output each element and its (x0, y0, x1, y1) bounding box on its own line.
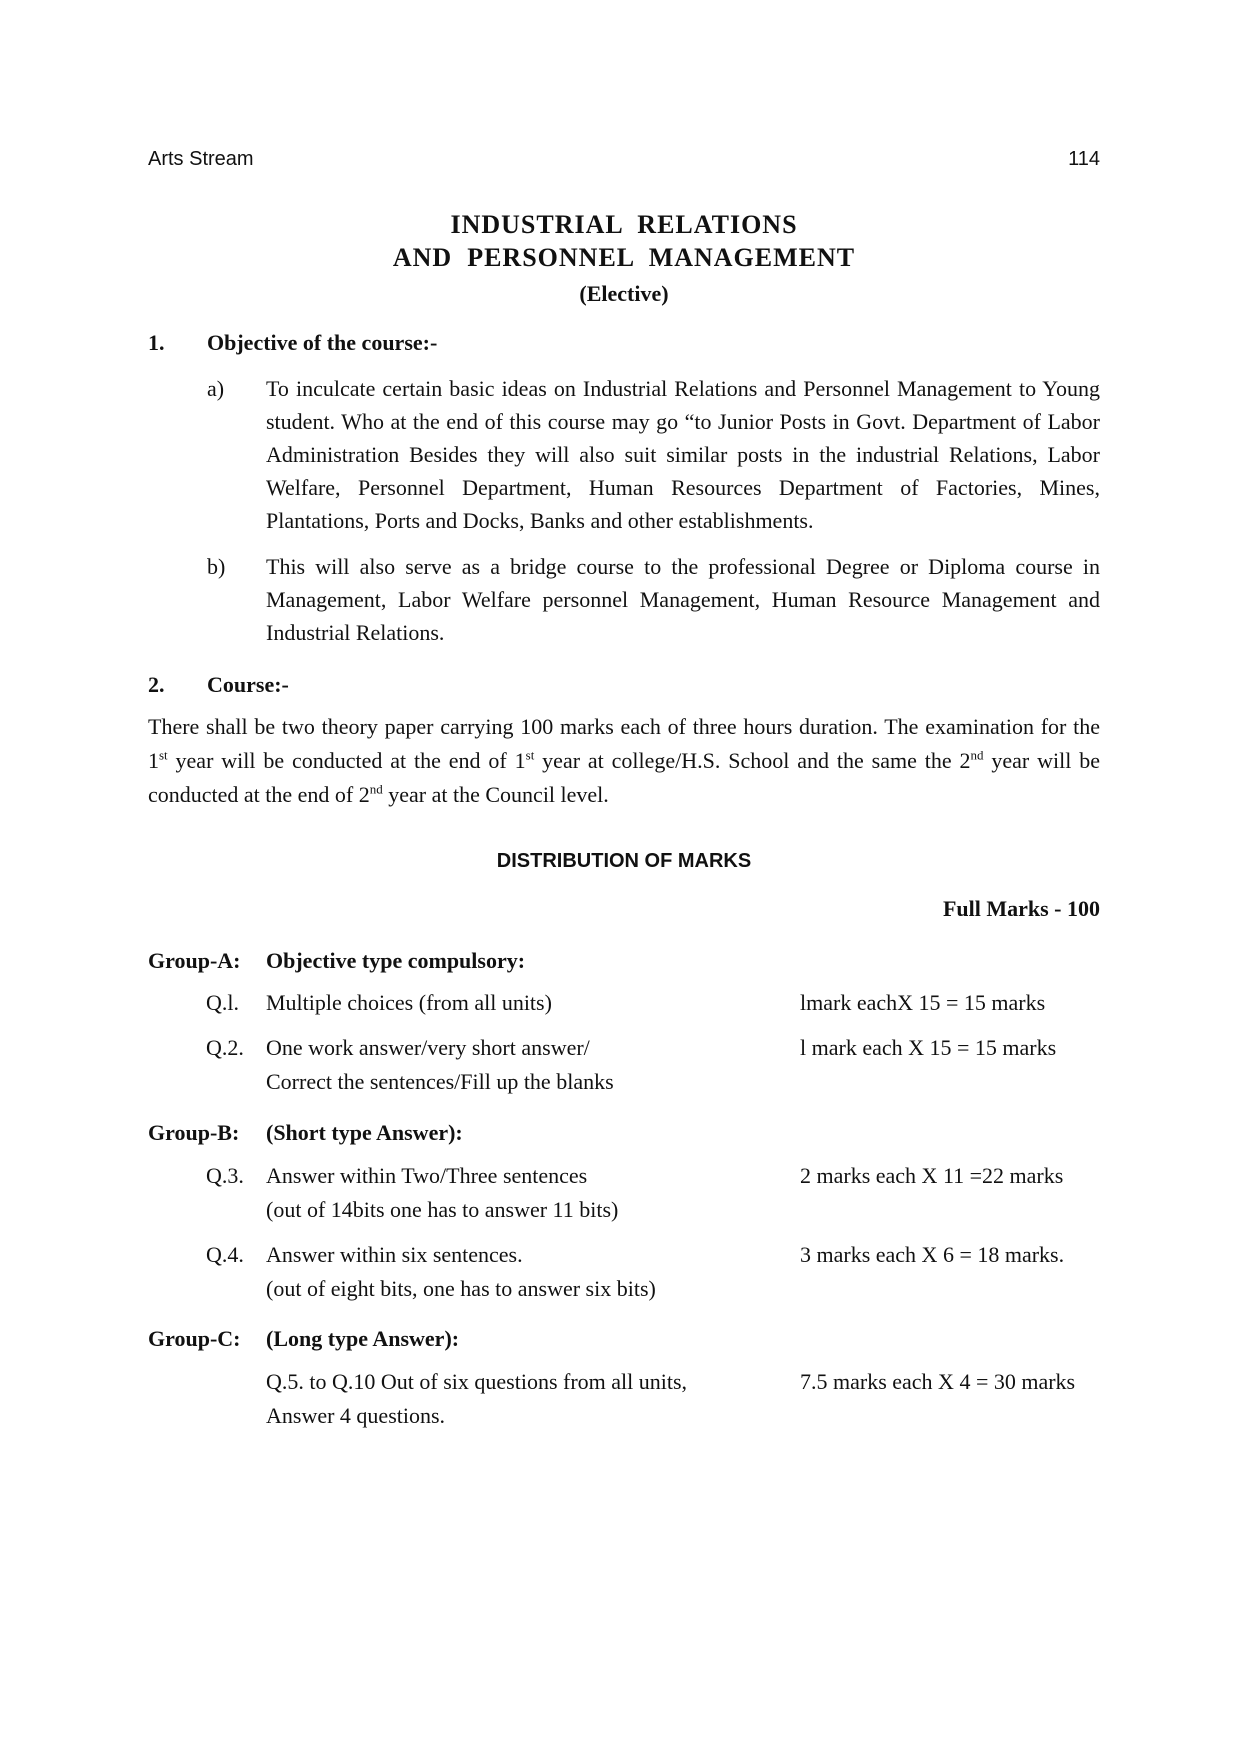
title-line-1: INDUSTRIAL RELATIONS (450, 210, 798, 239)
item-letter: b) (207, 554, 226, 579)
question-description: Multiple choices (from all units) (266, 990, 552, 1015)
group-b-heading (148, 1120, 1100, 1146)
section-2-heading (148, 672, 289, 698)
question-number: Q.3. (206, 1163, 244, 1188)
group-a-heading (148, 948, 1100, 974)
course-text-1: There shall be two theory paper carrying 100 marks each of three hours duration. The examination for the 1 (148, 714, 1100, 773)
page-number: 114 (1068, 148, 1100, 170)
question-marks: lmark eachX 15 = 15 marks (800, 990, 1046, 1015)
objective-item-b (207, 550, 1100, 649)
question-marks: 7.5 marks each X 4 = 30 marks (800, 1369, 1076, 1394)
running-header (148, 148, 1100, 171)
course-text-5: year at the Council level. (382, 782, 609, 807)
question-number: Q.4. (206, 1242, 244, 1267)
question-description-line-2: Answer 4 questions. (266, 1403, 446, 1428)
course-text-2: year will be conducted at the end of 1 (167, 748, 526, 773)
question-row (148, 986, 1100, 1020)
document-page (148, 0, 1100, 1755)
question-description-line-2: (out of 14bits one has to answer 11 bits) (266, 1197, 619, 1222)
group-label: Group-C: (148, 1326, 241, 1351)
question-description-line-2: (out of eight bits, one has to answer six bits) (266, 1276, 656, 1301)
question-description: One work answer/very short answer/ (266, 1035, 590, 1060)
item-letter: a) (207, 376, 225, 401)
stream-label: Arts Stream (148, 148, 254, 170)
section-1-title: Objective of the course:- (207, 330, 438, 355)
question-marks: 2 marks each X 11 =22 marks (800, 1163, 1064, 1188)
ordinal-suffix: nd (970, 747, 984, 763)
question-row (148, 1159, 1100, 1227)
distribution-heading: DISTRIBUTION OF MARKS (496, 850, 752, 872)
question-description: Answer within Two/Three sentences (266, 1163, 588, 1188)
course-text-4: year will be conducted at the end of 2 (148, 748, 1100, 807)
question-number: Q.l. (206, 990, 239, 1015)
section-1-heading (148, 330, 437, 356)
group-label: Group-A: (148, 948, 241, 973)
ordinal-suffix: st (159, 747, 168, 763)
question-row (148, 1238, 1100, 1306)
group-title: (Long type Answer): (266, 1326, 460, 1351)
full-marks: Full Marks - 100 (942, 896, 1100, 921)
objective-item-a (207, 372, 1100, 537)
group-label: Group-B: (148, 1120, 240, 1145)
section-1-number: 1. (148, 330, 165, 355)
question-marks: l mark each X 15 = 15 marks (800, 1035, 1057, 1060)
course-text-3: year at college/H.S. School and the same the 2 (534, 748, 971, 773)
section-2-title: Course:- (207, 672, 289, 697)
item-text: This will also serve as a bridge course to the professional Degree or Diploma course in Management, Labor Welfare personnel Management, Human Resource Management and Industrial Relations. (266, 554, 1100, 645)
group-title: (Short type Answer): (266, 1120, 463, 1145)
question-row (148, 1365, 1100, 1433)
group-c-heading (148, 1326, 1100, 1352)
page-title (148, 208, 1100, 308)
ordinal-suffix: st (525, 747, 535, 763)
item-text: To inculcate certain basic ideas on Industrial Relations and Personnel Management to Young student. Who at the end of this course may go “to Junior Posts in Govt. Department of Labor Administration Besides they will also suit similar posts in the industrial Relations, Labor Welfare, Personnel Department, Human Resources Department of Factories, Mines, Plantations, Ports and Docks, Banks and other establishments. (266, 376, 1100, 533)
section-2-number: 2. (148, 672, 165, 697)
question-number: Q.2. (206, 1035, 244, 1060)
title-subtitle: (Elective) (579, 281, 669, 306)
question-description: Q.5. to Q.10 Out of six questions from all units, (266, 1369, 688, 1394)
group-title: Objective type compulsory: (266, 948, 526, 973)
question-description: Answer within six sentences. (266, 1242, 523, 1267)
ordinal-suffix: nd (369, 781, 383, 797)
question-marks: 3 marks each X 6 = 18 marks. (800, 1242, 1065, 1267)
title-line-2: AND PERSONNEL MANAGEMENT (392, 243, 856, 272)
course-paragraph (148, 710, 1100, 812)
question-row (148, 1031, 1100, 1099)
question-description-line-2: Correct the sentences/Fill up the blanks (266, 1069, 614, 1094)
